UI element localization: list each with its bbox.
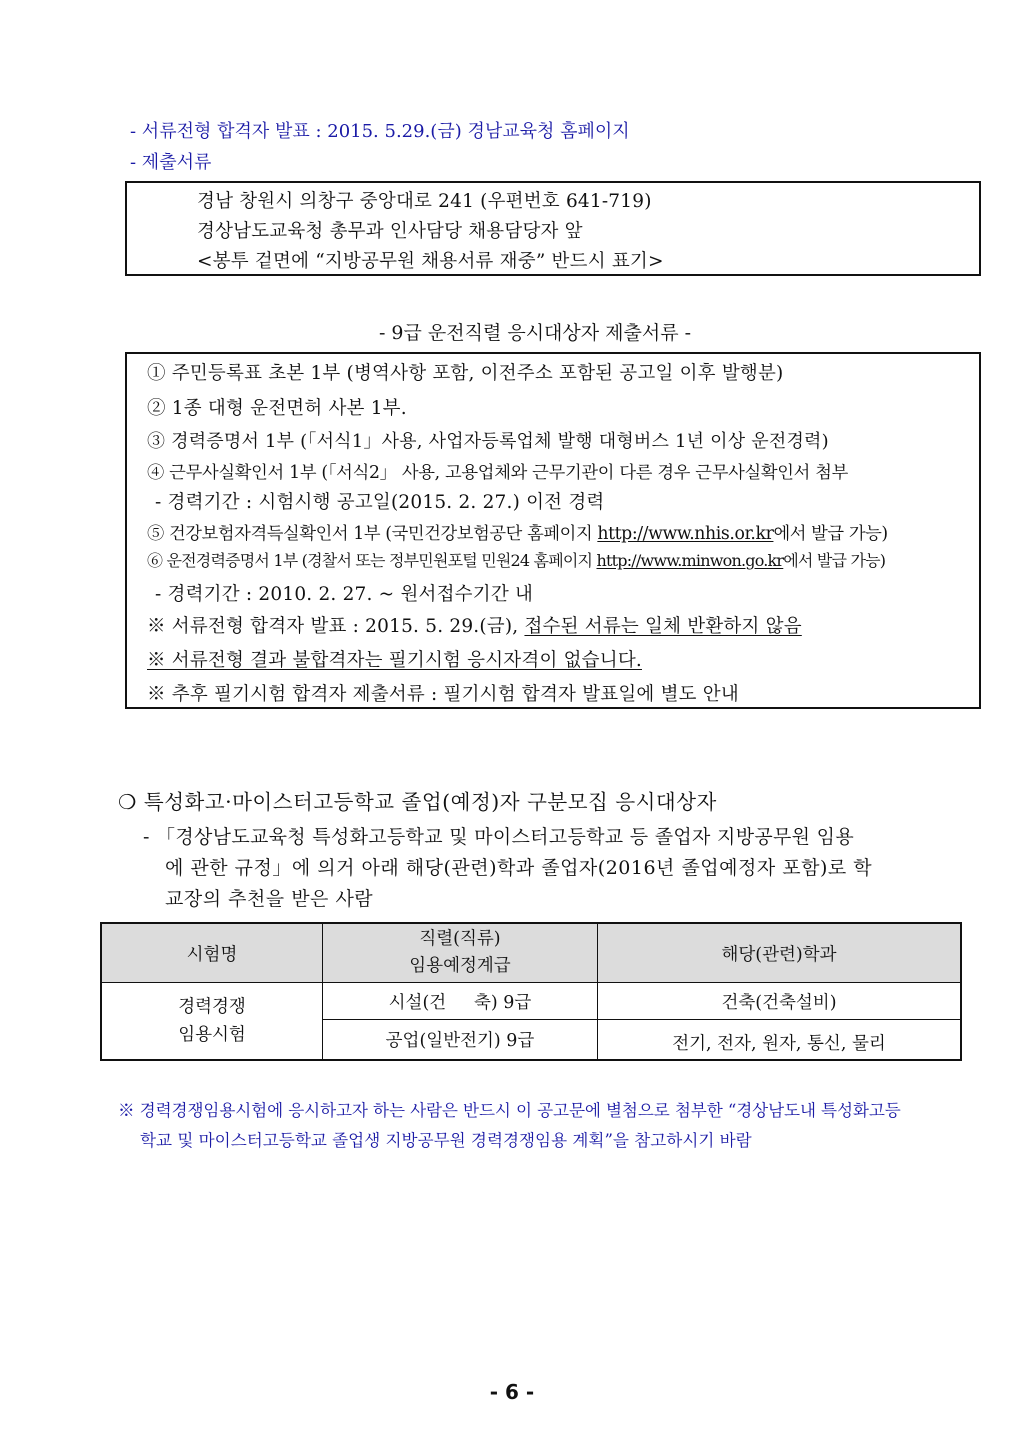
doc-item-5-tail: 에서 발급 가능) xyxy=(773,524,888,544)
dept-cell: 건축(건축설비) xyxy=(598,983,962,1020)
header-grade xyxy=(323,923,598,983)
special-para-line-2: 에 관한 규정」에 의거 아래 해당(관련)학과 졸업자(2016년 졸업예정자 포함)로 학 xyxy=(165,857,873,879)
announcement-line: - 서류전형 합격자 발표 : 2015. 5.29.(금) 경남교육청 홈페이지 xyxy=(130,121,630,142)
table-row xyxy=(101,983,961,1020)
doc-item-5 xyxy=(147,519,888,544)
doc-item-6-tail: 에서 발급 가능) xyxy=(783,551,886,570)
doc-item-4-sub: - 경력기간 : 시험시행 공고일(2015. 2. 27.) 이전 경력 xyxy=(155,492,605,513)
doc-item-6-sub: - 경력기간 : 2010. 2. 27. ~ 원서접수기간 내 xyxy=(155,584,534,605)
special-section-heading: ❍ 특성화고·마이스터고등학교 졸업(예정)자 구분모집 응시대상자 xyxy=(118,790,717,814)
doc-item-1: ① 주민등록표 초본 1부 (병역사항 포함, 이전주소 포함된 공고일 이후 발행분) xyxy=(147,363,784,384)
doc-item-5-text: ⑤ 건강보험자격득실확인서 1부 (국민건강보험공단 홈페이지 xyxy=(147,524,598,544)
address-line-3: <봉투 겉면에 “지방공무원 채용서류 재중” 반드시 표기> xyxy=(197,251,664,272)
exam-name-cell xyxy=(101,983,323,1061)
grade-cell: 공업(일반전기) 9급 xyxy=(323,1020,598,1061)
special-para-line-3: 교장의 추천을 받은 사람 xyxy=(165,888,374,910)
header-grade-line-1: 직렬(직류) xyxy=(419,929,501,949)
address-line-1: 경남 창원시 의창구 중앙대로 241 (우편번호 641-719) xyxy=(197,191,652,212)
address-box xyxy=(125,181,981,276)
doc-item-2: ② 1종 대형 운전면허 사본 1부. xyxy=(147,398,407,419)
note-1 xyxy=(147,612,802,638)
page-number: - 6 - xyxy=(489,1380,535,1404)
driver-section-heading: - 9급 운전직렬 응시대상자 제출서류 - xyxy=(378,322,692,344)
table-header-row xyxy=(101,923,961,983)
header-grade-line-2: 임용예정계급 xyxy=(409,956,511,976)
bottom-note-line-2: 학교 및 마이스터고등학교 졸업생 지방공무원 경력경쟁임용 계획”을 참고하시기 바람 xyxy=(140,1131,752,1150)
header-dept: 해당(관련)학과 xyxy=(598,923,962,983)
doc-item-6-text: ⑥ 운전경력증명서 1부 (경찰서 또는 정부민원포털 민원24 홈페이지 xyxy=(147,551,597,570)
exam-name-line-1: 경력경쟁 xyxy=(178,997,246,1017)
eligibility-table xyxy=(100,922,962,1061)
documents-label: - 제출서류 xyxy=(130,152,212,173)
nhis-link[interactable]: http://www.nhis.or.kr xyxy=(597,524,774,544)
bottom-note-line-1: ※ 경력경쟁임용시험에 응시하고자 하는 사람은 반드시 이 공고문에 별첨으로 첨부한 “경상남도내 특성화고등 xyxy=(118,1101,901,1120)
special-para-line-1: - 「경상남도교육청 특성화고등학교 및 마이스터고등학교 등 졸업자 지방공무원 임용 xyxy=(143,826,854,848)
address-line-2: 경상남도교육청 총무과 인사담당 채용담당자 앞 xyxy=(197,221,583,242)
note-1-underlined: 접수된 서류는 일체 반환하지 않음 xyxy=(524,616,802,637)
minwon-link[interactable]: http://www.minwon.go.kr xyxy=(596,551,784,570)
grade-cell: 시설(건 축) 9급 xyxy=(323,983,598,1020)
driver-docs-box xyxy=(125,352,981,709)
note-2: ※ 서류전형 결과 불합격자는 필기시험 응시자격이 없습니다. xyxy=(147,650,642,671)
exam-name-line-2: 임용시험 xyxy=(178,1025,246,1045)
note-3: ※ 추후 필기시험 합격자 제출서류 : 필기시험 합격자 발표일에 별도 안내 xyxy=(147,684,739,705)
header-exam: 시험명 xyxy=(101,923,323,983)
doc-item-6 xyxy=(147,548,885,571)
doc-item-3: ③ 경력증명서 1부 (「서식1」사용, 사업자등록업체 발행 대형버스 1년 이상 운전경력) xyxy=(147,431,829,452)
dept-cell: 전기, 전자, 원자, 통신, 물리 xyxy=(598,1020,962,1061)
note-1-text: ※ 서류전형 합격자 발표 : 2015. 5. 29.(금), xyxy=(147,616,525,637)
doc-item-4: ④ 근무사실확인서 1부 (「서식2」 사용, 고용업체와 근무기관이 다른 경우 근무사실확인서 첨부 xyxy=(147,463,849,483)
